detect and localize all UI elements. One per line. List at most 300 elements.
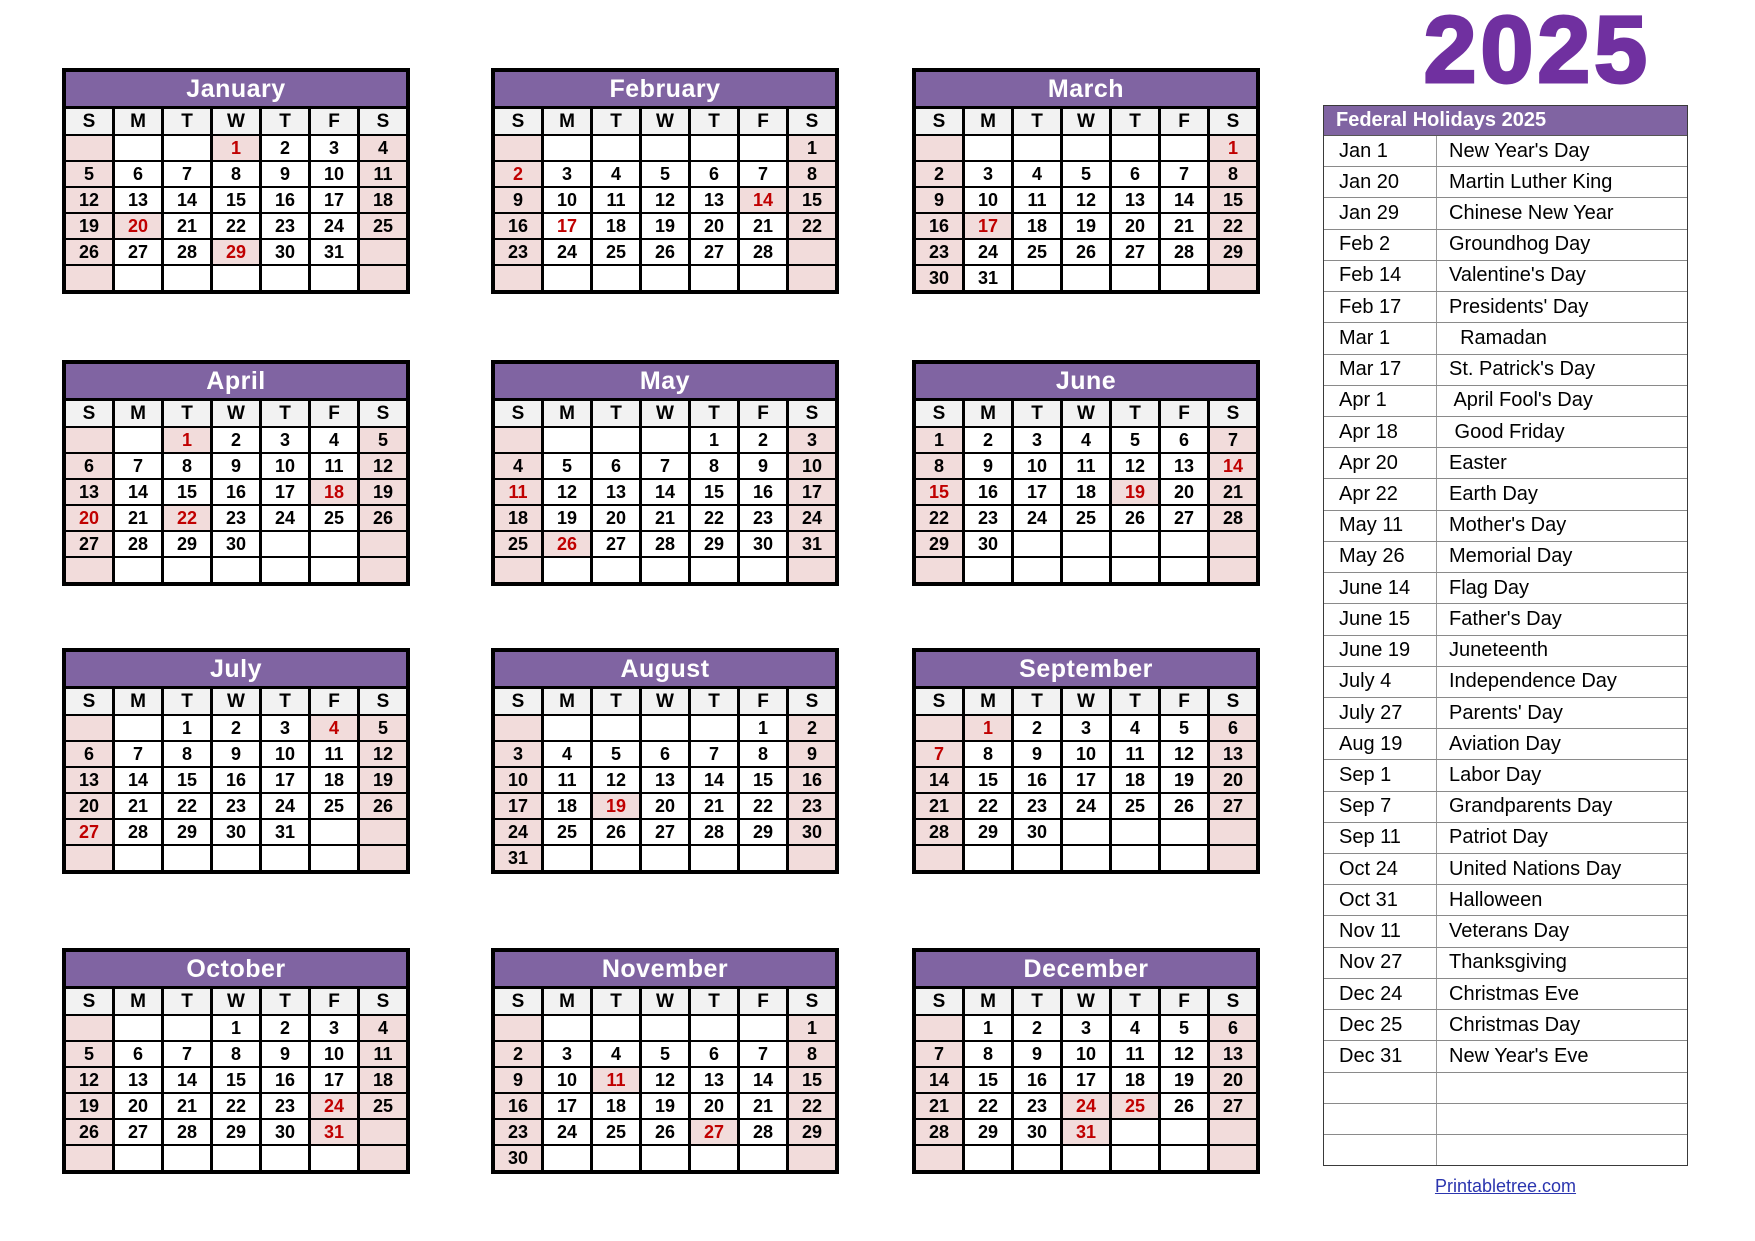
day-cell: 11	[495, 480, 541, 504]
day-cell: 19	[593, 794, 639, 818]
holiday-date: Feb 14	[1324, 261, 1437, 291]
empty-cell	[495, 1016, 541, 1040]
day-cell: 30	[740, 532, 786, 556]
day-cell: 27	[691, 240, 737, 264]
holiday-row	[1324, 1041, 1687, 1072]
day-cell: 29	[164, 532, 210, 556]
day-cell: 26	[1161, 1094, 1207, 1118]
empty-cell	[164, 558, 210, 582]
empty-cell	[311, 266, 357, 290]
empty-cell	[544, 136, 590, 160]
empty-cell	[1063, 1146, 1109, 1170]
weekday-header-cell: S	[66, 109, 112, 134]
day-cell: 1	[789, 136, 835, 160]
day-cell: 5	[1161, 716, 1207, 740]
weekday-header-cell: S	[495, 689, 541, 714]
holiday-date: Dec 25	[1324, 1010, 1437, 1040]
day-cell: 19	[642, 214, 688, 238]
day-cell: 15	[213, 188, 259, 212]
day-cell: 5	[642, 162, 688, 186]
empty-cell	[1063, 846, 1109, 870]
holiday-date: Oct 24	[1324, 854, 1437, 884]
holiday-date: Feb 17	[1324, 292, 1437, 322]
day-cell: 23	[789, 794, 835, 818]
empty-cell	[1014, 136, 1060, 160]
weekday-header-cell: W	[213, 689, 259, 714]
day-cell: 31	[789, 532, 835, 556]
day-cell: 28	[115, 820, 161, 844]
empty-cell	[789, 558, 835, 582]
empty-cell	[495, 266, 541, 290]
day-cell: 4	[1112, 1016, 1158, 1040]
empty-cell	[1161, 266, 1207, 290]
day-cell: 9	[965, 454, 1011, 478]
day-cell: 24	[495, 820, 541, 844]
month-april	[62, 360, 410, 586]
day-cell: 29	[213, 240, 259, 264]
day-cell: 29	[965, 820, 1011, 844]
empty-cell	[1112, 532, 1158, 556]
day-cell: 20	[593, 506, 639, 530]
day-cell: 30	[789, 820, 835, 844]
empty-cell	[642, 266, 688, 290]
weekday-header-cell: F	[311, 689, 357, 714]
empty-cell	[311, 1146, 357, 1170]
month-day-grid	[495, 989, 835, 1170]
day-cell: 16	[495, 1094, 541, 1118]
day-cell: 15	[213, 1068, 259, 1092]
weekday-header-cell: T	[164, 989, 210, 1014]
day-cell: 15	[965, 1068, 1011, 1092]
weekday-header-cell: S	[1210, 689, 1256, 714]
day-cell: 6	[66, 742, 112, 766]
holiday-name: Juneteenth	[1449, 639, 1548, 662]
empty-cell	[495, 716, 541, 740]
day-cell: 9	[213, 454, 259, 478]
empty-cell	[115, 136, 161, 160]
empty-cell	[213, 266, 259, 290]
day-cell: 19	[66, 1094, 112, 1118]
holiday-name: Presidents' Day	[1449, 295, 1589, 318]
day-cell: 2	[965, 428, 1011, 452]
holiday-row	[1324, 292, 1687, 323]
month-title: September	[916, 652, 1256, 686]
day-cell: 16	[1014, 1068, 1060, 1092]
day-cell: 28	[1210, 506, 1256, 530]
holiday-name: Memorial Day	[1449, 545, 1573, 568]
month-january	[62, 68, 410, 294]
day-cell: 25	[593, 1120, 639, 1144]
day-cell: 6	[115, 162, 161, 186]
day-cell: 4	[311, 716, 357, 740]
holiday-name: Flag Day	[1449, 576, 1530, 599]
empty-cell	[115, 428, 161, 452]
day-cell: 7	[740, 1042, 786, 1066]
month-day-grid	[916, 689, 1256, 870]
day-cell: 21	[115, 506, 161, 530]
holidays-panel-title: Federal Holidays 2025	[1324, 106, 1687, 136]
holiday-name: Christmas Day	[1449, 1013, 1581, 1036]
holiday-row	[1324, 854, 1687, 885]
empty-cell	[1210, 1120, 1256, 1144]
day-cell: 18	[593, 214, 639, 238]
day-cell: 10	[1014, 454, 1060, 478]
weekday-header-cell: W	[642, 989, 688, 1014]
month-title: December	[916, 952, 1256, 986]
weekday-header-cell: M	[115, 689, 161, 714]
empty-cell	[1063, 558, 1109, 582]
weekday-header-cell: S	[789, 401, 835, 426]
weekday-header-cell: S	[495, 989, 541, 1014]
holiday-date: Sep 7	[1324, 792, 1437, 822]
day-cell: 4	[495, 454, 541, 478]
empty-cell	[691, 136, 737, 160]
weekday-header-cell: F	[311, 989, 357, 1014]
holiday-row	[1324, 448, 1687, 479]
day-cell: 15	[965, 768, 1011, 792]
weekday-header-cell: S	[1210, 401, 1256, 426]
day-cell: 14	[642, 480, 688, 504]
holiday-date: June 14	[1324, 573, 1437, 603]
weekday-header-cell: T	[1014, 109, 1060, 134]
day-cell: 18	[1063, 480, 1109, 504]
day-cell: 15	[740, 768, 786, 792]
weekday-header-cell: T	[1014, 401, 1060, 426]
day-cell: 18	[495, 506, 541, 530]
empty-cell	[164, 1146, 210, 1170]
day-cell: 9	[262, 1042, 308, 1066]
empty-cell	[593, 1146, 639, 1170]
empty-cell	[916, 1146, 962, 1170]
empty-cell	[1161, 532, 1207, 556]
day-cell: 16	[789, 768, 835, 792]
empty-cell	[311, 532, 357, 556]
month-day-grid	[66, 689, 406, 870]
day-cell: 13	[642, 768, 688, 792]
day-cell: 18	[360, 188, 406, 212]
weekday-header-cell: F	[311, 401, 357, 426]
holiday-row	[1324, 542, 1687, 573]
day-cell: 18	[1014, 214, 1060, 238]
empty-cell	[593, 558, 639, 582]
day-cell: 12	[360, 454, 406, 478]
weekday-header-cell: T	[1112, 401, 1158, 426]
empty-cell	[544, 428, 590, 452]
empty-cell	[965, 558, 1011, 582]
day-cell: 26	[66, 1120, 112, 1144]
day-cell: 25	[1112, 794, 1158, 818]
day-cell: 23	[740, 506, 786, 530]
day-cell: 12	[360, 742, 406, 766]
weekday-header-cell: W	[1063, 401, 1109, 426]
day-cell: 16	[495, 214, 541, 238]
empty-cell	[593, 1016, 639, 1040]
empty-cell	[1112, 266, 1158, 290]
holiday-row	[1324, 261, 1687, 292]
weekday-header-cell: M	[965, 689, 1011, 714]
weekday-header-cell: T	[1112, 989, 1158, 1014]
day-cell: 30	[916, 266, 962, 290]
month-june	[912, 360, 1260, 586]
day-cell: 14	[115, 768, 161, 792]
holiday-date: May 26	[1324, 542, 1437, 572]
holiday-row	[1324, 792, 1687, 823]
month-december	[912, 948, 1260, 1174]
empty-cell	[360, 558, 406, 582]
month-may	[491, 360, 839, 586]
holiday-row	[1324, 604, 1687, 635]
day-cell: 19	[1161, 768, 1207, 792]
holiday-date: Apr 1	[1324, 386, 1437, 416]
day-cell: 7	[691, 742, 737, 766]
holiday-empty-row	[1324, 1135, 1687, 1165]
day-cell: 12	[1161, 1042, 1207, 1066]
day-cell: 24	[1063, 794, 1109, 818]
day-cell: 8	[213, 1042, 259, 1066]
day-cell: 1	[164, 428, 210, 452]
empty-cell	[360, 1120, 406, 1144]
day-cell: 6	[1210, 1016, 1256, 1040]
holiday-name: Christmas Eve	[1449, 982, 1580, 1005]
day-cell: 23	[1014, 794, 1060, 818]
day-cell: 11	[360, 1042, 406, 1066]
day-cell: 27	[1210, 1094, 1256, 1118]
month-march	[912, 68, 1260, 294]
day-cell: 3	[965, 162, 1011, 186]
day-cell: 31	[311, 1120, 357, 1144]
empty-cell	[544, 846, 590, 870]
day-cell: 24	[544, 1120, 590, 1144]
day-cell: 20	[691, 1094, 737, 1118]
empty-cell	[115, 266, 161, 290]
weekday-header-cell: M	[544, 989, 590, 1014]
day-cell: 19	[66, 214, 112, 238]
day-cell: 6	[1161, 428, 1207, 452]
empty-cell	[495, 428, 541, 452]
day-cell: 30	[495, 1146, 541, 1170]
day-cell: 5	[1112, 428, 1158, 452]
day-cell: 22	[213, 214, 259, 238]
weekday-header-cell: S	[66, 689, 112, 714]
holiday-name: Mother's Day	[1449, 514, 1567, 537]
month-day-grid	[66, 109, 406, 290]
weekday-header-cell: F	[1161, 109, 1207, 134]
day-cell: 29	[691, 532, 737, 556]
day-cell: 24	[965, 240, 1011, 264]
holiday-empty-row	[1324, 1073, 1687, 1104]
empty-cell	[1210, 266, 1256, 290]
day-cell: 16	[213, 768, 259, 792]
day-cell: 25	[1112, 1094, 1158, 1118]
month-day-grid	[66, 401, 406, 582]
holiday-row	[1324, 885, 1687, 916]
empty-cell	[916, 716, 962, 740]
day-cell: 7	[740, 162, 786, 186]
day-cell: 21	[1210, 480, 1256, 504]
day-cell: 23	[965, 506, 1011, 530]
day-cell: 25	[311, 794, 357, 818]
day-cell: 5	[642, 1042, 688, 1066]
day-cell: 18	[360, 1068, 406, 1092]
empty-cell	[1063, 136, 1109, 160]
weekday-header-cell: M	[544, 401, 590, 426]
day-cell: 14	[740, 1068, 786, 1092]
day-cell: 27	[593, 532, 639, 556]
day-cell: 20	[66, 506, 112, 530]
day-cell: 1	[164, 716, 210, 740]
day-cell: 17	[1063, 1068, 1109, 1092]
day-cell: 6	[1112, 162, 1158, 186]
day-cell: 14	[164, 1068, 210, 1092]
day-cell: 26	[1112, 506, 1158, 530]
month-day-grid	[916, 109, 1256, 290]
day-cell: 10	[544, 1068, 590, 1092]
holiday-date: Jan 20	[1324, 167, 1437, 197]
day-cell: 7	[115, 454, 161, 478]
day-cell: 29	[965, 1120, 1011, 1144]
empty-cell	[642, 428, 688, 452]
empty-cell	[789, 846, 835, 870]
day-cell: 2	[213, 716, 259, 740]
day-cell: 13	[1161, 454, 1207, 478]
empty-cell	[360, 532, 406, 556]
day-cell: 16	[1014, 768, 1060, 792]
day-cell: 22	[965, 794, 1011, 818]
day-cell: 4	[311, 428, 357, 452]
day-cell: 25	[593, 240, 639, 264]
day-cell: 2	[1014, 1016, 1060, 1040]
empty-cell	[544, 558, 590, 582]
day-cell: 8	[965, 1042, 1011, 1066]
day-cell: 7	[1210, 428, 1256, 452]
day-cell: 9	[495, 188, 541, 212]
empty-cell	[66, 846, 112, 870]
day-cell: 11	[360, 162, 406, 186]
weekday-header-cell: T	[1014, 989, 1060, 1014]
day-cell: 24	[311, 1094, 357, 1118]
day-cell: 14	[691, 768, 737, 792]
weekday-header-cell: T	[1112, 689, 1158, 714]
empty-cell	[66, 558, 112, 582]
day-cell: 3	[789, 428, 835, 452]
day-cell: 7	[916, 1042, 962, 1066]
empty-cell	[916, 846, 962, 870]
day-cell: 22	[916, 506, 962, 530]
month-title: August	[495, 652, 835, 686]
day-cell: 24	[262, 506, 308, 530]
day-cell: 11	[593, 188, 639, 212]
empty-cell	[66, 1016, 112, 1040]
day-cell: 20	[691, 214, 737, 238]
day-cell: 4	[1063, 428, 1109, 452]
day-cell: 2	[1014, 716, 1060, 740]
day-cell: 26	[1161, 794, 1207, 818]
weekday-header-cell: S	[916, 401, 962, 426]
holiday-name: Groundhog Day	[1449, 233, 1591, 256]
empty-cell	[1112, 136, 1158, 160]
day-cell: 14	[164, 188, 210, 212]
empty-cell	[965, 136, 1011, 160]
day-cell: 25	[360, 1094, 406, 1118]
holiday-date: Nov 11	[1324, 916, 1437, 946]
day-cell: 9	[916, 188, 962, 212]
holiday-date: Dec 24	[1324, 979, 1437, 1009]
day-cell: 31	[495, 846, 541, 870]
day-cell: 12	[593, 768, 639, 792]
day-cell: 3	[495, 742, 541, 766]
empty-cell	[1112, 1120, 1158, 1144]
day-cell: 15	[789, 188, 835, 212]
day-cell: 4	[1112, 716, 1158, 740]
printabletree-link[interactable]: Printabletree.com	[1434, 1176, 1577, 1196]
day-cell: 15	[789, 1068, 835, 1092]
day-cell: 5	[66, 1042, 112, 1066]
empty-cell	[642, 716, 688, 740]
weekday-header-cell: W	[642, 401, 688, 426]
holiday-name: Thanksgiving	[1449, 951, 1567, 974]
day-cell: 19	[544, 506, 590, 530]
day-cell: 22	[965, 1094, 1011, 1118]
weekday-header-cell: F	[1161, 401, 1207, 426]
day-cell: 8	[789, 1042, 835, 1066]
weekday-header-cell: M	[965, 109, 1011, 134]
day-cell: 21	[1161, 214, 1207, 238]
holiday-row	[1324, 760, 1687, 791]
empty-cell	[1210, 558, 1256, 582]
day-cell: 5	[360, 716, 406, 740]
day-cell: 21	[115, 794, 161, 818]
day-cell: 12	[642, 1068, 688, 1092]
weekday-header-cell: T	[593, 109, 639, 134]
month-title: January	[66, 72, 406, 106]
month-title: October	[66, 952, 406, 986]
holiday-name: April Fool's Day	[1449, 389, 1593, 412]
day-cell: 28	[164, 240, 210, 264]
day-cell: 13	[115, 188, 161, 212]
empty-cell	[642, 1016, 688, 1040]
empty-cell	[311, 558, 357, 582]
day-cell: 2	[740, 428, 786, 452]
weekday-header-cell: W	[213, 401, 259, 426]
holiday-date: Dec 31	[1324, 1041, 1437, 1071]
day-cell: 24	[262, 794, 308, 818]
empty-cell	[1210, 820, 1256, 844]
holiday-date: Jan 1	[1324, 136, 1437, 166]
day-cell: 13	[1210, 1042, 1256, 1066]
day-cell: 11	[1112, 742, 1158, 766]
day-cell: 12	[66, 1068, 112, 1092]
holiday-row	[1324, 667, 1687, 698]
day-cell: 10	[789, 454, 835, 478]
empty-cell	[1112, 558, 1158, 582]
day-cell: 31	[965, 266, 1011, 290]
weekday-header-cell: T	[593, 689, 639, 714]
day-cell: 1	[691, 428, 737, 452]
day-cell: 7	[1161, 162, 1207, 186]
empty-cell	[115, 716, 161, 740]
day-cell: 10	[965, 188, 1011, 212]
empty-cell	[360, 846, 406, 870]
month-title: May	[495, 364, 835, 398]
month-day-grid	[916, 989, 1256, 1170]
weekday-header-cell: T	[164, 109, 210, 134]
empty-cell	[1210, 1146, 1256, 1170]
empty-cell	[691, 558, 737, 582]
empty-cell	[1014, 1146, 1060, 1170]
day-cell: 23	[213, 794, 259, 818]
day-cell: 10	[262, 454, 308, 478]
empty-cell	[495, 558, 541, 582]
